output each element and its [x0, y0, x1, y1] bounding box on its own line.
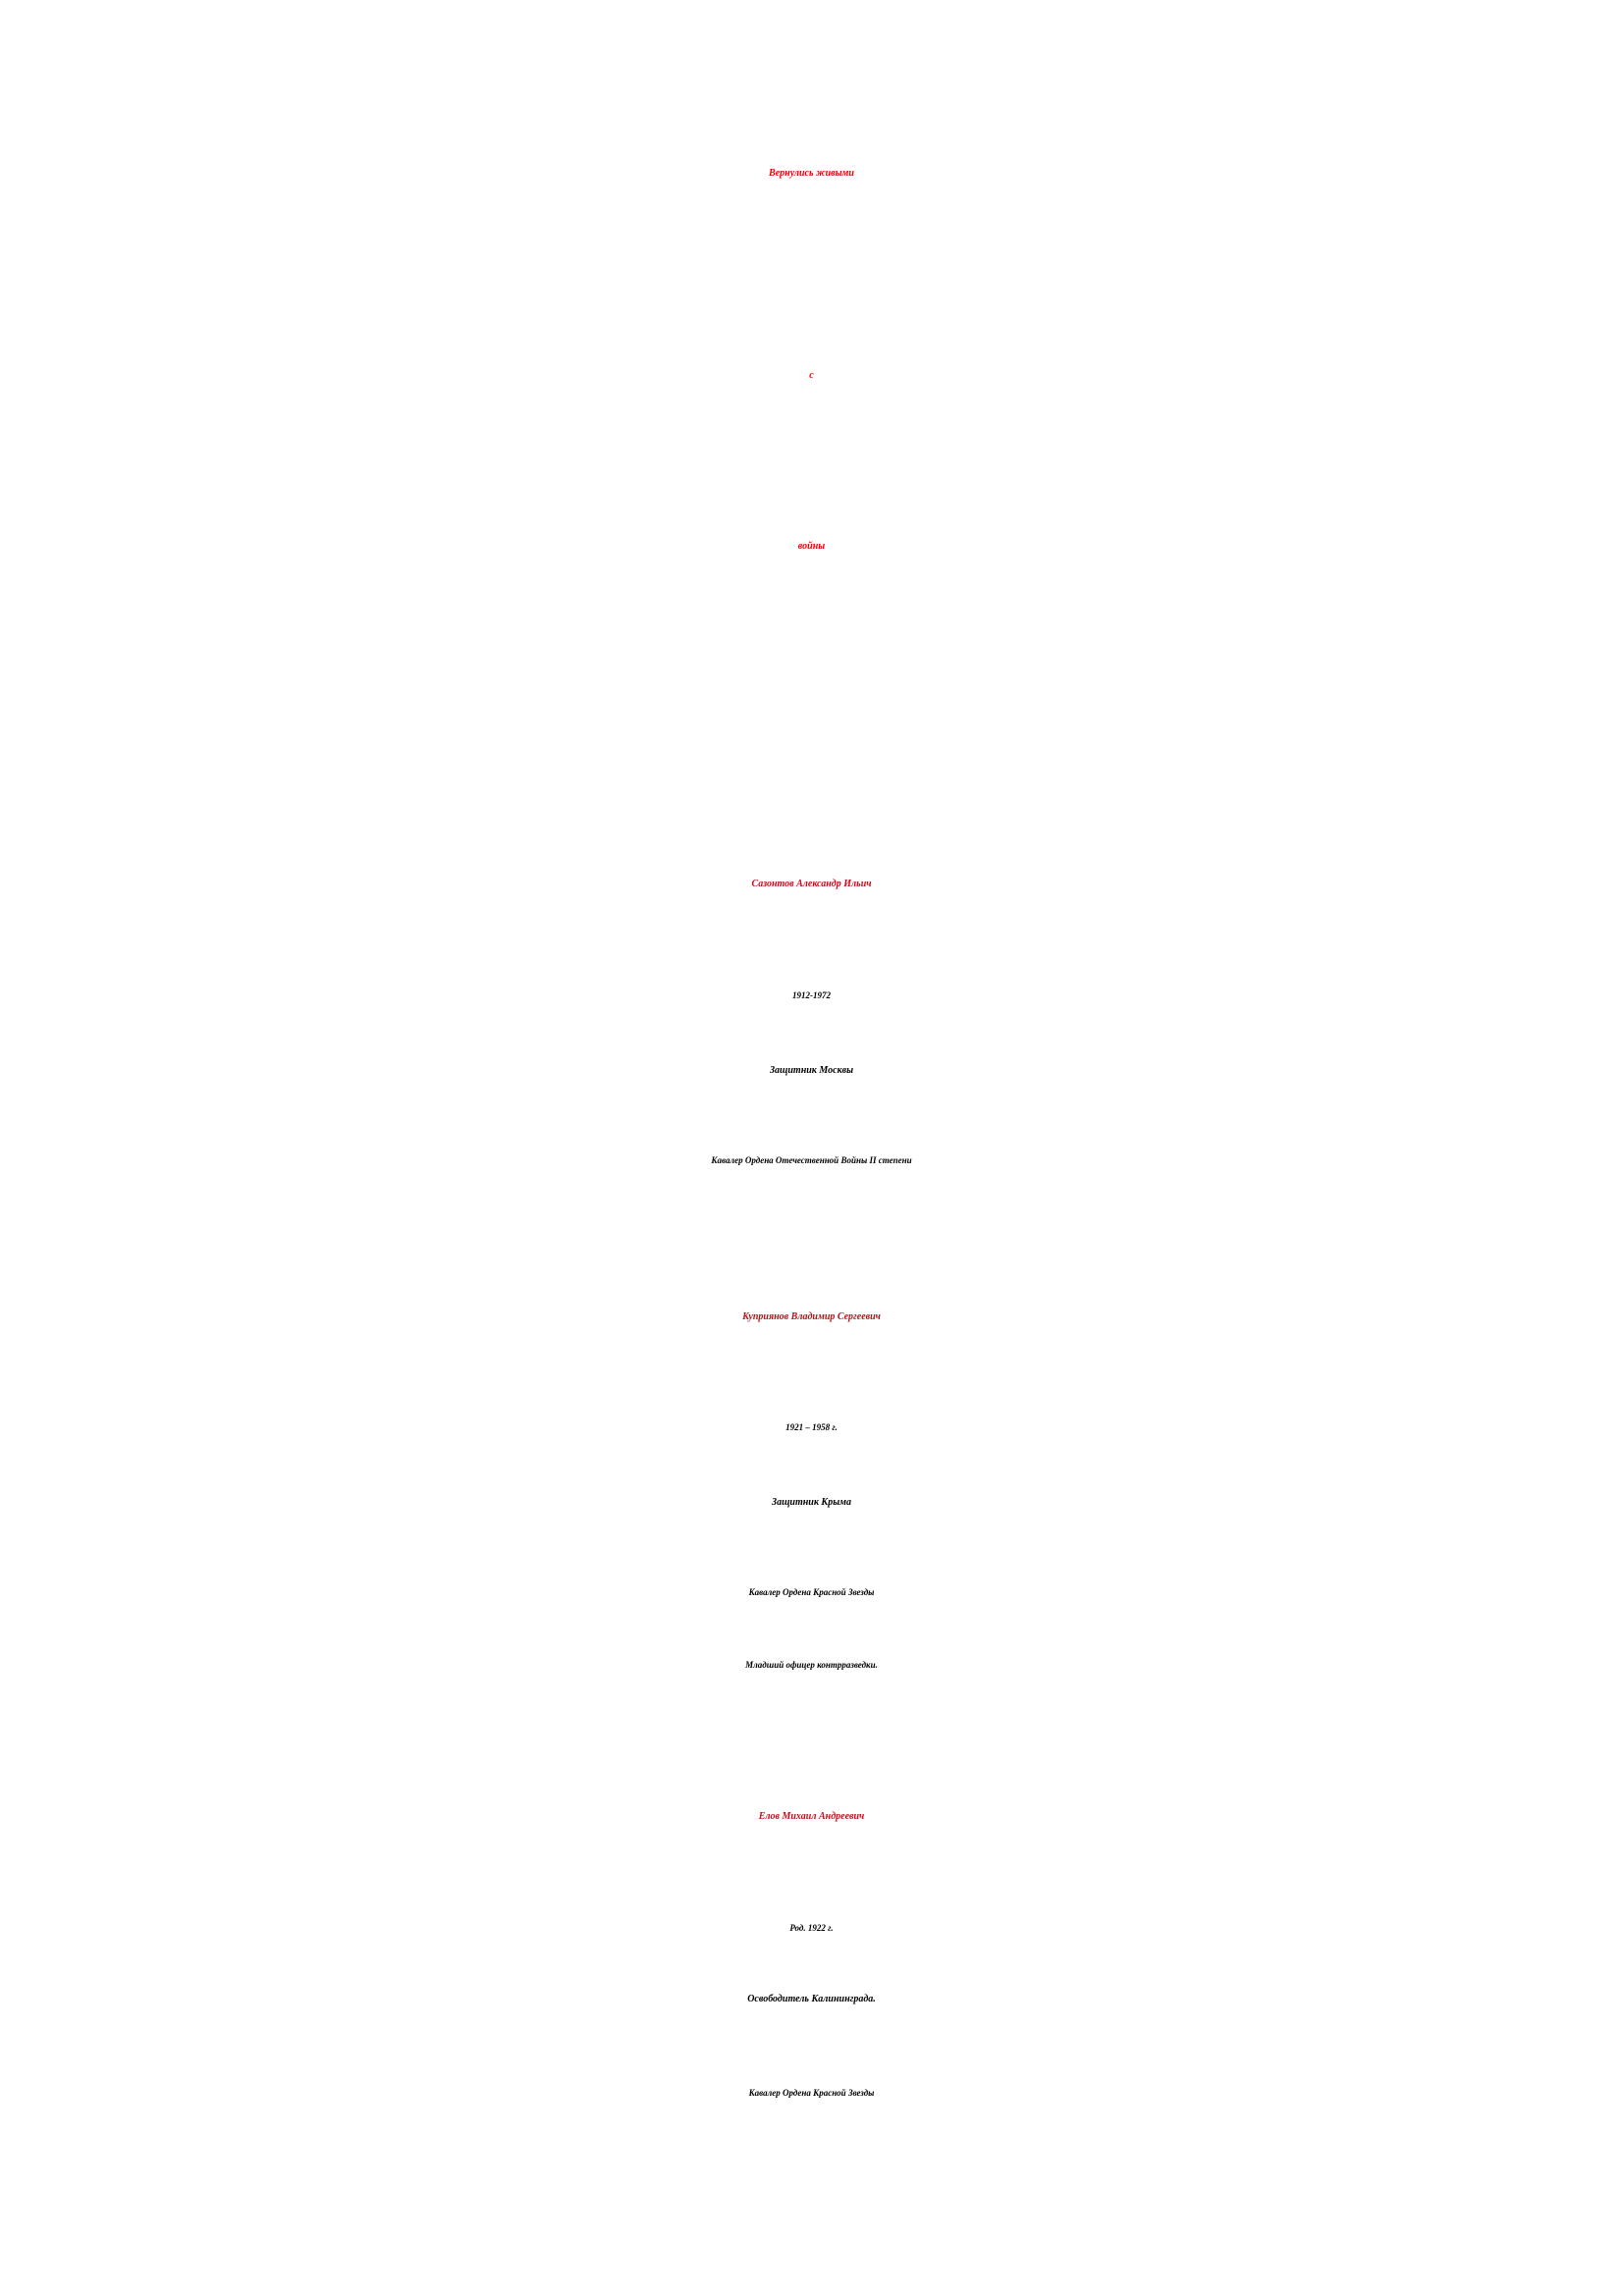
veteran-award: Кавалер Ордена Отечественной Войны II степени: [711, 1155, 912, 1165]
veteran-note: Младший офицер контрразведки.: [745, 1660, 878, 1670]
veteran-name: Куприянов Владимир Сергеевич: [742, 1311, 881, 1322]
veteran-years: 1912-1972: [792, 990, 831, 1000]
page-title-line-3: войны: [797, 541, 826, 552]
veteran-name: Елов Михаил Андреевич: [758, 1811, 865, 1822]
veteran-award: Кавалер Ордена Красной Звезды: [748, 1587, 875, 1597]
veteran-award: Кавалер Ордена Красной Звезды: [748, 2088, 875, 2098]
veteran-role: Освободитель Калининграда.: [747, 1994, 876, 2004]
veteran-role: Защитник Крыма: [771, 1497, 851, 1508]
veteran-years: Род. 1922 г.: [789, 1923, 834, 1933]
veteran-role: Защитник Москвы: [769, 1065, 854, 1076]
page-title-line-2: с: [809, 370, 814, 381]
veteran-years: 1921 – 1958 г.: [785, 1422, 838, 1432]
veteran-name: Сазонтов Александр Ильич: [751, 879, 872, 889]
page-title-line-1: Вернулись живыми: [769, 168, 854, 179]
